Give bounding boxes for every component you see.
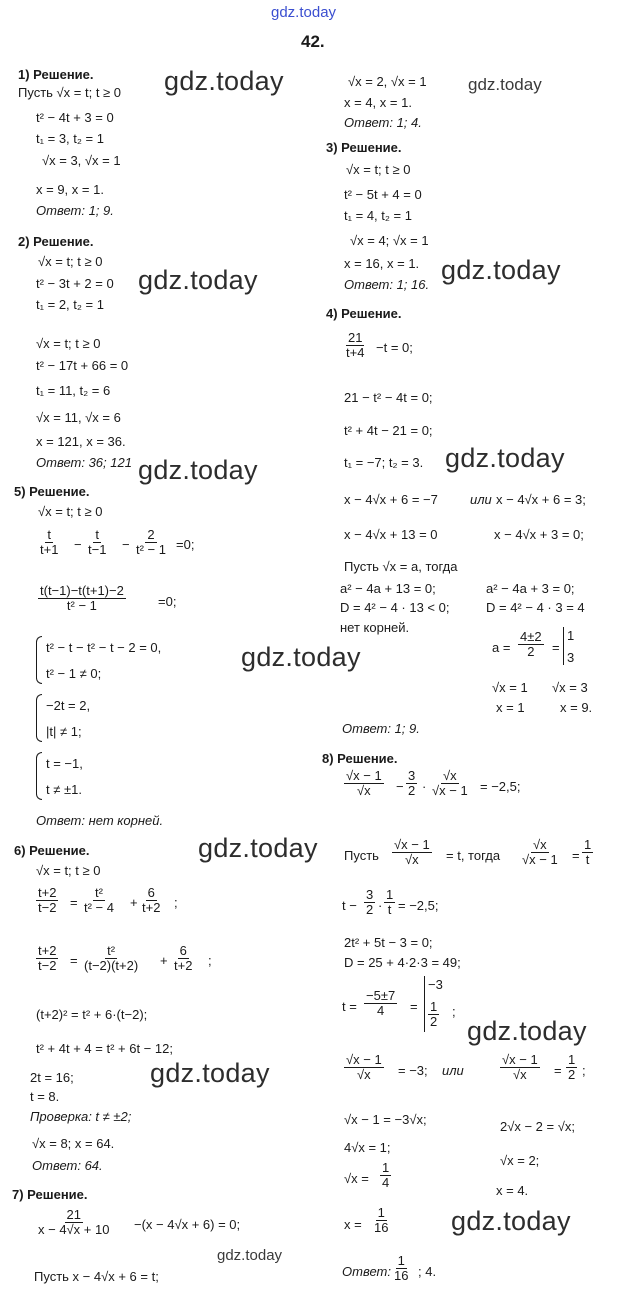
operator: · [378,898,383,913]
math-line: √x = t; t ≥ 0 [346,162,411,177]
math-line: t = [342,999,357,1014]
watermark: gdz.today [138,265,258,295]
math-line: = [552,640,560,655]
math-line: √x = 8; x = 64. [32,1136,115,1151]
math-line: a = [492,640,511,655]
cases-bar [563,627,564,665]
fraction: 6 t+2 [142,885,161,915]
operator: − [122,537,130,552]
math-line: 3 [567,650,575,665]
math-line: t² − 17t + 66 = 0 [36,358,129,373]
watermark: gdz.today [445,443,565,473]
math-line: (t+2)² = t² + 6·(t−2); [36,1007,148,1022]
fraction: √x − 1 √x [502,1052,538,1082]
operator: ; [174,895,178,910]
math-line: Пусть √x = a, тогда [344,559,458,574]
math-line: t² + 4t + 4 = t² + 6t − 12; [36,1041,173,1056]
operator: = [70,953,78,968]
math-line: x = 16, x = 1. [344,256,420,271]
math-line: a² − 4a + 13 = 0; [340,581,436,596]
system-brace [36,694,42,742]
operator: = [554,1063,562,1078]
math-line: t₁ = −7; t₂ = 3. [344,455,424,470]
math-line: −t = 0; [376,340,413,355]
operator: ; [208,953,212,968]
fraction: t+2 t−2 [38,943,57,973]
fraction: √x √x − 1 [522,837,558,867]
math-line: x − 4√x + 13 = 0 [344,527,438,542]
fraction: √x √x − 1 [432,768,468,798]
fraction: t(t−1)−t(t+1)−2 t² − 1 [40,583,124,613]
fraction: −5±7 4 [366,988,396,1018]
math-line: t₁ = 11, t₂ = 6 [36,383,111,398]
fraction: 3 2 [408,768,416,798]
problem-heading: 7) Решение. [12,1187,88,1202]
fraction: 1 16 [394,1253,409,1283]
operator: + [160,953,168,968]
answer-line: Ответ: 1; 16. [344,277,430,292]
math-line: t² − t − t² − t − 2 = 0, [46,640,162,655]
math-line: a² − 4a + 3 = 0; [486,581,575,596]
math-line: t = 8. [30,1089,60,1104]
fraction: t+2 t−2 [38,885,57,915]
operator: · [422,779,427,794]
math-line: −(x − 4√x + 6) = 0; [134,1217,241,1232]
answer-line: Ответ: 1; 9. [36,203,114,218]
math-line: x = 9. [560,700,593,715]
math-line: −2t = 2, [46,698,91,713]
math-line: 2√x − 2 = √x; [500,1119,575,1134]
top-watermark: gdz.today [271,4,337,21]
math-line: √x = 3 [552,680,588,695]
problem-heading: 5) Решение. [14,484,90,499]
math-line: или [470,492,492,507]
problem-heading: 3) Решение. [326,140,402,155]
math-line: √x = 2; [500,1153,540,1168]
watermark: gdz.today [441,255,561,285]
math-line: t² − 4t + 3 = 0 [36,110,114,125]
math-line: √x = 3, √x = 1 [42,153,121,168]
operator: + [130,895,138,910]
math-line: t² − 3t + 2 = 0 [36,276,114,291]
math-line: x − 4√x + 3 = 0; [494,527,584,542]
math-line: 1 [567,628,575,643]
watermark-small: gdz.today [217,1247,283,1264]
math-line: t² − 5t + 4 = 0 [344,187,422,202]
math-line: √x = t; t ≥ 0 [36,863,101,878]
math-line: √x = 2, √x = 1 [348,74,427,89]
cases-bar [424,976,425,1032]
math-line: Пусть [344,848,379,863]
math-line: Проверка: t ≠ ±2; [30,1109,132,1124]
math-line: x = 4, x = 1. [344,95,412,110]
math-line: x − 4√x + 6 = −7 [344,492,438,507]
math-line: −3 [428,977,443,992]
math-line: √x = 4; √x = 1 [350,233,429,248]
math-line: x − 4√x + 6 = 3; [496,492,586,507]
math-line: √x = t; t ≥ 0 [38,504,103,519]
operator: − [74,537,82,552]
fraction: 21 t+4 [346,330,365,360]
fraction: t² (t−2)(t+2) [84,943,139,973]
fraction: t t−1 [88,527,107,557]
fraction: 1 2 [568,1052,576,1082]
watermark: gdz.today [164,66,284,96]
math-line: t ≠ ±1. [46,782,82,797]
system-brace [36,752,42,800]
answer-line: Ответ: 1; 9. [342,721,420,736]
math-line: √x = [344,1171,369,1186]
math-line: t₁ = 2, t₂ = 1 [36,297,104,312]
math-line: x = 121, x = 36. [36,434,126,449]
operator: = [572,848,580,863]
system-brace [36,636,42,684]
watermark: gdz.today [451,1206,571,1236]
math-line: D = 25 + 4·2·3 = 49; [344,955,461,970]
problem-heading: 8) Решение. [322,751,398,766]
problem-heading: 2) Решение. [18,234,94,249]
math-line: Пусть x − 4√x + 6 = t; [34,1269,159,1284]
page-title: 42. [301,32,325,51]
math-line: |t| ≠ 1; [46,724,82,739]
fraction: t t+1 [40,527,59,557]
math-line: x = 9, x = 1. [36,182,104,197]
fraction: 2 t² − 1 [136,527,166,557]
answer-line: Ответ: 1; 4. [344,115,422,130]
operator: = [70,895,78,910]
watermark-small: gdz.today [468,75,542,94]
fraction: √x − 1 √x [346,1052,382,1082]
math-line: x = 1 [496,700,525,715]
fraction: 21 x − 4√x + 10 [38,1207,110,1237]
fraction: 6 t+2 [174,943,193,973]
math-line: 21 − t² − 4t = 0; [344,390,433,405]
fraction: 1 16 [374,1205,389,1235]
math-line: D = 4² − 4 · 3 = 4 [486,600,585,615]
math-line: ; 4. [418,1264,437,1279]
math-line: 2t = 16; [30,1070,74,1085]
answer-line: Ответ: 36; 121 [36,455,132,470]
math-line: 4√x = 1; [344,1140,391,1155]
math-line: x = [344,1217,362,1232]
math-line: √x = 11, √x = 6 [36,410,121,425]
operator: =0; [176,537,195,552]
operator: = [410,999,418,1014]
math-line: √x − 1 = −3√x; [344,1112,427,1127]
math-line: t² + 4t − 21 = 0; [344,423,433,438]
operator: − [396,779,404,794]
watermark: gdz.today [198,833,318,863]
math-line: = t, тогда [446,848,501,863]
answer-line: Ответ: [342,1264,391,1279]
math-line: √x = 1 [492,680,528,695]
fraction: 4±2 2 [520,629,542,659]
math-line: ; [582,1063,586,1078]
math-line: t² − 1 ≠ 0; [46,666,102,681]
watermark: gdz.today [138,455,258,485]
math-line: √x = t; t ≥ 0 [36,336,101,351]
fraction: 1 t [386,887,394,917]
fraction: √x − 1 √x [346,768,382,798]
math-line: t₁ = 3, t₂ = 1 [36,131,104,146]
math-line: t₁ = 4, t₂ = 1 [344,208,412,223]
watermark: gdz.today [150,1058,270,1088]
math-line: t = −1, [46,756,83,771]
math-line: нет корней. [340,620,410,635]
math-line: = −3; [398,1063,428,1078]
math-line: √x = t; t ≥ 0 [38,254,103,269]
fraction: t² t² − 4 [84,885,114,915]
math-line: Пусть √x = t; t ≥ 0 [18,85,122,100]
operator: =0; [158,594,177,609]
watermark: gdz.today [467,1016,587,1046]
problem-heading: 6) Решение. [14,843,90,858]
answer-line: Ответ: нет корней. [36,813,164,828]
operator: = −2,5; [480,779,521,794]
math-line: ; [452,1004,456,1019]
math-line: или [442,1063,464,1078]
fraction: √x − 1 √x [394,837,430,867]
math-line: D = 4² − 4 · 13 < 0; [340,600,450,615]
watermark: gdz.today [241,642,361,672]
math-line: t − [342,898,357,913]
fraction: 3 2 [366,887,374,917]
problem-heading: 4) Решение. [326,306,402,321]
problem-heading: 1) Решение. [18,67,94,82]
math-line: x = 4. [496,1183,529,1198]
answer-line: Ответ: 64. [32,1158,103,1173]
math-line: = −2,5; [398,898,439,913]
fraction: 1 t [584,837,592,867]
fraction: 1 2 [430,999,438,1029]
fraction: 1 4 [382,1160,390,1190]
math-line: 2t² + 5t − 3 = 0; [344,935,433,950]
